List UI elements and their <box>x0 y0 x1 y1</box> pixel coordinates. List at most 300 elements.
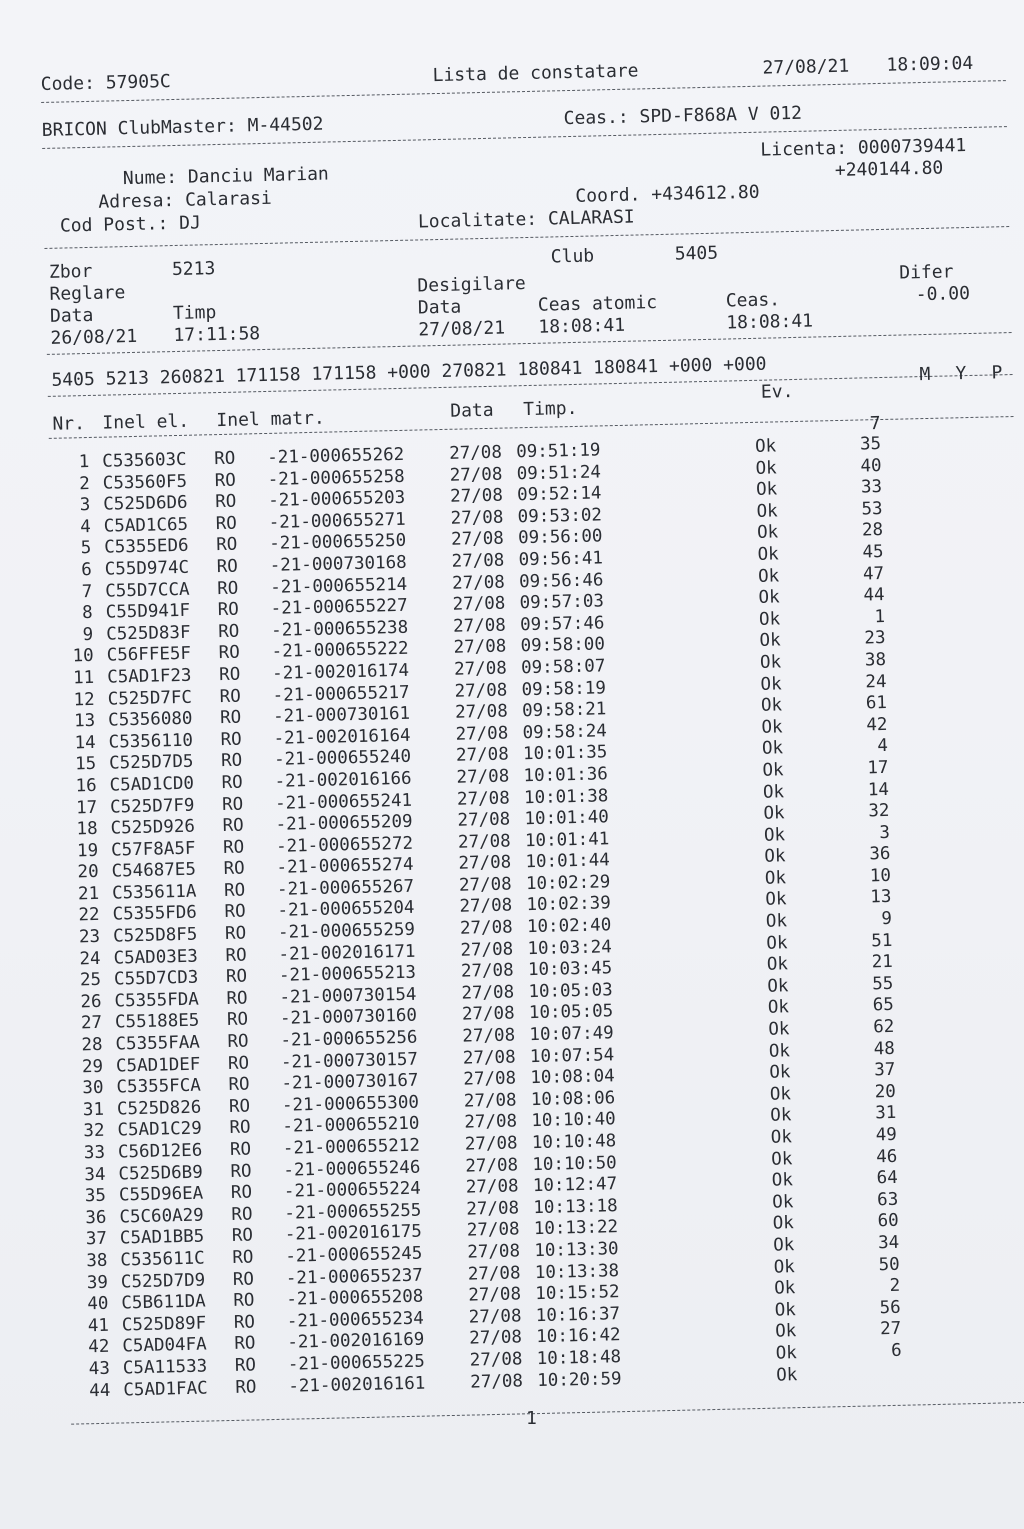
arrival-date: 27/08 <box>448 442 503 464</box>
club-value: 5405 <box>674 242 719 265</box>
arrival-date: 27/08 <box>469 1349 523 1371</box>
position-m: 63 <box>876 1189 899 1211</box>
row-number: 10 <box>72 646 94 667</box>
row-number: 7 <box>81 581 93 602</box>
arrival-date: 27/08 <box>455 723 509 745</box>
position-m: 51 <box>871 930 893 952</box>
country-code: RO <box>232 1269 255 1290</box>
event-status: Ok <box>771 1148 793 1170</box>
position-m: 13 <box>870 887 892 908</box>
electronic-ring: C5B611DA <box>121 1291 206 1314</box>
row-number: 24 <box>79 948 101 969</box>
position-m: 36 <box>869 844 891 865</box>
matriculation-ring: -21-000730154 <box>279 984 417 1008</box>
row-number: 38 <box>86 1250 108 1272</box>
arrival-time: 09:58:00 <box>520 634 606 657</box>
row-number: 32 <box>83 1121 105 1142</box>
page-number: 1 <box>526 1408 537 1429</box>
electronic-ring: C525D89F <box>121 1313 207 1336</box>
country-code: RO <box>217 599 240 621</box>
position-m: 3 <box>879 822 891 843</box>
country-code: RO <box>216 578 239 599</box>
country-code: RO <box>232 1247 254 1268</box>
position-m: 34 <box>877 1232 900 1254</box>
club-label: Club <box>550 245 595 268</box>
position-m: 1 <box>874 606 886 627</box>
country-code: RO <box>218 664 241 686</box>
electronic-ring: C55D974C <box>104 557 190 580</box>
matriculation-ring: -21-002016161 <box>288 1373 426 1397</box>
position-m: 37 <box>874 1060 896 1081</box>
arrival-date: 27/08 <box>451 572 506 594</box>
arrival-time: 09:58:07 <box>520 656 606 679</box>
arrival-time: 09:53:02 <box>517 505 603 528</box>
position-m: 24 <box>865 671 887 692</box>
event-status: Ok <box>772 1191 794 1213</box>
event-status: Ok <box>771 1170 794 1191</box>
arrival-time: 10:13:30 <box>534 1239 619 1262</box>
country-code: RO <box>224 923 247 945</box>
electronic-ring: C55D7CCA <box>105 579 190 602</box>
electronic-ring: C55D941F <box>105 600 191 623</box>
arrival-time: 10:01:40 <box>524 807 610 830</box>
position-m: 32 <box>868 801 890 822</box>
position-m: 40 <box>860 455 882 477</box>
electronic-ring: C5355ED6 <box>104 536 189 559</box>
arrival-time: 09:57:46 <box>519 613 605 636</box>
arrival-time: 09:58:21 <box>521 699 607 722</box>
arrival-time: 10:02:39 <box>526 893 611 916</box>
country-code: RO <box>220 729 242 750</box>
electronic-ring: C5AD1F23 <box>106 665 192 688</box>
matriculation-ring: -21-000655255 <box>284 1200 422 1224</box>
event-status: Ok <box>765 889 787 911</box>
arrival-time: 09:57:03 <box>519 591 605 614</box>
position-m: 4 <box>877 736 889 757</box>
electronic-ring: C5C60A29 <box>119 1205 204 1228</box>
arrival-time: 10:01:38 <box>523 785 609 808</box>
matriculation-ring: -21-000730157 <box>280 1049 419 1073</box>
electronic-ring: C525D6D6 <box>103 492 188 515</box>
arrival-time: 09:58:24 <box>522 721 608 743</box>
row-number: 15 <box>74 754 97 775</box>
position-m: 50 <box>878 1254 900 1275</box>
arrival-date: 27/08 <box>468 1306 522 1328</box>
position-m: 28 <box>861 520 884 541</box>
row-number: 19 <box>76 840 99 862</box>
reglare-date: 26/08/21 <box>50 325 138 349</box>
electronic-ring: C5AD1FAC <box>123 1378 208 1400</box>
event-status: Ok <box>775 1343 798 1364</box>
matriculation-ring: -21-000655217 <box>272 682 410 706</box>
matriculation-ring: -21-000655259 <box>277 919 416 943</box>
event-status: Ok <box>761 738 784 760</box>
row-number: 27 <box>80 1013 103 1034</box>
position-m: 33 <box>860 477 883 498</box>
row-number: 34 <box>84 1164 106 1185</box>
electronic-ring: C5355FDA <box>114 989 200 1012</box>
arrival-date: 27/08 <box>456 788 510 810</box>
row-number: 12 <box>73 689 95 710</box>
country-code: RO <box>219 707 242 729</box>
col-y: Y <box>955 363 967 385</box>
position-m: 21 <box>871 952 894 973</box>
arrival-time: 10:10:48 <box>531 1131 617 1154</box>
arrival-time: 09:58:19 <box>521 677 607 700</box>
event-status: Ok <box>758 609 781 630</box>
country-code: RO <box>230 1161 252 1182</box>
row-number: 42 <box>88 1337 110 1358</box>
licence-label: Licenta: 0000739441 <box>760 135 967 161</box>
country-code: RO <box>215 491 237 513</box>
country-code: RO <box>214 470 237 491</box>
country-code: RO <box>219 686 241 707</box>
matriculation-ring: -21-000655224 <box>283 1178 422 1202</box>
matriculation-ring: -21-000655256 <box>280 1027 418 1051</box>
difer-value: -0.00 <box>915 282 971 306</box>
country-code: RO <box>214 448 236 470</box>
event-status: Ok <box>754 436 777 457</box>
event-status: Ok <box>770 1127 793 1148</box>
event-status: Ok <box>756 501 778 522</box>
ceas-label: Ceas. <box>725 289 781 312</box>
arrival-date: 27/08 <box>461 982 515 1004</box>
country-code: RO <box>231 1225 254 1247</box>
arrival-date: 27/08 <box>453 636 507 659</box>
event-status: Ok <box>760 695 783 716</box>
arrival-date: 27/08 <box>468 1284 522 1306</box>
event-status: Ok <box>763 803 785 824</box>
clock-label: Ceas.: SPD-F868A V 012 <box>563 102 803 130</box>
electronic-ring: C535603C <box>102 449 187 472</box>
matriculation-ring: -21-000655272 <box>275 833 414 857</box>
arrival-date: 27/08 <box>461 1003 515 1026</box>
country-code: RO <box>225 945 247 966</box>
position-m: 35 <box>859 434 882 455</box>
arrival-time: 10:01:44 <box>525 850 611 873</box>
owner-address: Adresa: Calarasi <box>98 187 273 213</box>
position-m: 62 <box>873 1016 895 1038</box>
country-code: RO <box>227 1053 250 1074</box>
position-m: 53 <box>861 498 883 520</box>
matriculation-ring: -21-000655234 <box>286 1308 425 1332</box>
arrival-date: 27/08 <box>462 1025 516 1047</box>
position-m: 9 <box>881 908 893 930</box>
arrival-time: 10:13:18 <box>533 1195 618 1218</box>
event-status: Ok <box>768 1040 791 1062</box>
arrival-time: 10:13:38 <box>534 1260 620 1283</box>
report-time: 18:09:04 <box>886 52 974 76</box>
position-m: 44 <box>863 585 885 606</box>
event-status: Ok <box>767 976 789 997</box>
country-code: RO <box>225 966 248 988</box>
arrival-time: 09:51:24 <box>516 461 602 484</box>
arrival-time: 10:10:50 <box>532 1152 617 1175</box>
matriculation-ring: -21-002016171 <box>278 941 416 965</box>
event-status: Ok <box>763 824 786 846</box>
event-status: Ok <box>774 1299 797 1321</box>
country-code: RO <box>233 1290 255 1312</box>
arrival-date: 27/08 <box>460 939 514 961</box>
desigilare-date: 27/08/21 <box>418 317 506 341</box>
event-status: Ok <box>767 997 790 1019</box>
position-m: 56 <box>879 1297 901 1319</box>
row-number: 26 <box>80 991 102 1013</box>
position-m: 55 <box>872 973 894 995</box>
report-body <box>40 30 1010 1401</box>
row-number: 37 <box>85 1229 108 1250</box>
matriculation-ring: -21-000655214 <box>269 574 408 598</box>
event-status: Ok <box>775 1321 797 1342</box>
matriculation-ring: -21-000655271 <box>268 509 406 533</box>
country-code: RO <box>218 642 240 664</box>
row-number: 25 <box>79 970 102 991</box>
arrival-time: 10:01:41 <box>524 828 610 851</box>
country-code: RO <box>226 988 248 1009</box>
ceas-atomic-label: Ceas atomic <box>537 292 658 316</box>
event-status: Ok <box>775 1364 798 1386</box>
event-status: Ok <box>770 1105 792 1127</box>
matriculation-ring: -21-000655246 <box>283 1157 421 1181</box>
event-status: Ok <box>760 673 782 695</box>
position-m: 31 <box>874 1103 897 1124</box>
first-m-value: 7 <box>869 413 881 435</box>
arrival-date: 27/08 <box>470 1370 524 1393</box>
electronic-ring: C525D7D5 <box>108 752 194 774</box>
event-status: Ok <box>768 1019 790 1040</box>
reglare-timp-label: Timp <box>172 302 217 325</box>
row-number: 1 <box>78 451 90 473</box>
row-number: 9 <box>82 624 94 645</box>
matriculation-ring: -21-000655208 <box>286 1286 424 1310</box>
row-number: 11 <box>72 667 95 689</box>
country-code: RO <box>231 1204 253 1225</box>
matriculation-ring: -21-000655262 <box>267 444 405 468</box>
divider <box>71 1402 1024 1425</box>
reglare-label: Reglare <box>49 282 126 305</box>
arrival-time: 10:07:54 <box>529 1044 615 1067</box>
position-m: 45 <box>862 541 884 563</box>
owner-name: Nume: Danciu Marian <box>122 163 329 190</box>
arrival-date: 27/08 <box>466 1198 520 1220</box>
row-number: 33 <box>83 1142 106 1164</box>
arrival-time: 10:13:22 <box>533 1217 619 1240</box>
event-status: Ok <box>759 652 782 673</box>
position-m: 20 <box>874 1081 897 1103</box>
row-number: 22 <box>78 905 100 926</box>
event-status: Ok <box>773 1256 796 1278</box>
arrival-time: 10:03:24 <box>527 936 612 959</box>
arrival-date: 27/08 <box>458 852 512 874</box>
arrival-time: 10:16:42 <box>536 1325 621 1348</box>
electronic-ring: C525D6B9 <box>118 1162 203 1185</box>
row-number: 36 <box>85 1207 107 1229</box>
arrival-date: 27/08 <box>451 550 505 572</box>
row-number: 23 <box>78 926 101 948</box>
country-code: RO <box>228 1096 251 1117</box>
electronic-ring: C535611A <box>111 881 197 904</box>
country-code: RO <box>233 1312 256 1333</box>
zbor-value: 5213 <box>171 258 216 281</box>
country-code: RO <box>224 902 246 923</box>
electronic-ring: C56FFE5F <box>106 644 192 666</box>
desigilare-data-label: Data <box>417 296 462 319</box>
country-code: RO <box>216 535 238 556</box>
matriculation-ring: -21-000655213 <box>278 962 417 987</box>
col-p: P <box>991 362 1003 384</box>
arrival-date: 27/08 <box>450 507 504 529</box>
matriculation-ring: -21-000730167 <box>281 1070 419 1095</box>
arrival-date: 27/08 <box>463 1090 517 1112</box>
zbor-label: Zbor <box>48 260 93 283</box>
row-number: 21 <box>77 883 100 905</box>
event-status: Ok <box>758 587 780 608</box>
arrival-date: 27/08 <box>466 1219 520 1241</box>
event-status: Ok <box>766 932 788 954</box>
electronic-ring: C55188E5 <box>114 1011 200 1033</box>
matriculation-ring: -21-000655237 <box>285 1265 424 1289</box>
row-number: 3 <box>79 495 91 516</box>
position-m: 23 <box>864 628 886 649</box>
electronic-ring: C525D7F9 <box>109 795 195 818</box>
position-m: 49 <box>875 1124 898 1146</box>
arrival-time: 10:07:49 <box>529 1023 614 1046</box>
event-status: Ok <box>764 846 786 868</box>
electronic-ring: C525D7FC <box>107 687 193 710</box>
arrival-date: 27/08 <box>463 1068 517 1090</box>
electronic-ring: C5AD03E3 <box>113 946 199 969</box>
country-code: RO <box>215 513 238 534</box>
matriculation-ring: -21-002016169 <box>287 1329 425 1354</box>
col-nr: Nr. <box>52 413 86 435</box>
row-number: 18 <box>76 818 98 840</box>
country-code: RO <box>234 1333 256 1355</box>
electronic-ring: C5355FD6 <box>112 903 198 926</box>
arrival-date: 27/08 <box>460 960 514 982</box>
code-line: 5405 5213 260821 171158 171158 +000 270821 180841 180841 +000 +000 <box>51 353 767 391</box>
arrival-time: 10:08:04 <box>530 1066 615 1089</box>
electronic-ring: C525D826 <box>116 1097 202 1120</box>
row-number: 14 <box>74 732 96 754</box>
arrival-date: 27/08 <box>452 593 506 615</box>
event-status: Ok <box>757 544 779 565</box>
arrival-date: 27/08 <box>454 680 508 702</box>
club-master-label: BRICON ClubMaster: M-44502 <box>41 113 324 141</box>
position-m: 42 <box>866 714 888 736</box>
matriculation-ring: -21-000655204 <box>277 898 415 922</box>
postal-code: Cod Post.: DJ <box>59 212 202 237</box>
arrival-time: 10:08:06 <box>530 1088 616 1110</box>
electronic-ring: C5355FAA <box>115 1032 201 1055</box>
arrival-date: 27/08 <box>449 485 504 507</box>
matriculation-ring: -21-000730160 <box>279 1006 418 1030</box>
arrival-date: 27/08 <box>453 658 508 680</box>
ceas-value: 18:08:41 <box>726 310 814 334</box>
row-number: 28 <box>81 1034 103 1056</box>
arrival-date: 27/08 <box>462 1047 516 1069</box>
position-m: 27 <box>879 1319 902 1340</box>
electronic-ring: C5AD1C29 <box>117 1119 202 1141</box>
arrival-date: 27/08 <box>452 615 507 637</box>
matriculation-ring: -21-002016164 <box>273 725 411 749</box>
country-code: RO <box>226 1009 249 1031</box>
arrival-time: 10:01:36 <box>523 764 609 787</box>
matriculation-ring: -21-000655212 <box>282 1135 421 1159</box>
results-table <box>49 430 1024 1402</box>
arrival-time: 10:02:40 <box>526 915 612 938</box>
arrival-date: 27/08 <box>467 1241 521 1263</box>
event-status: Ok <box>773 1235 795 1256</box>
arrival-date: 27/08 <box>459 917 513 939</box>
arrival-time: 10:01:35 <box>522 742 608 765</box>
electronic-ring: C54687E5 <box>111 859 197 882</box>
arrival-time: 09:56:46 <box>518 569 604 592</box>
matriculation-ring: -21-000655267 <box>276 876 415 900</box>
position-m: 65 <box>872 995 895 1016</box>
event-status: Ok <box>762 781 785 803</box>
country-code: RO <box>221 794 244 815</box>
matriculation-ring: -21-002016174 <box>271 660 410 684</box>
matriculation-ring: -21-002016175 <box>284 1222 423 1246</box>
arrival-date: 27/08 <box>464 1133 518 1155</box>
event-status: Ok <box>762 760 784 781</box>
arrival-date: 27/08 <box>457 809 511 831</box>
country-code: RO <box>216 556 239 578</box>
event-status: Ok <box>757 565 780 587</box>
position-m: 60 <box>877 1211 899 1232</box>
row-number: 5 <box>80 538 92 559</box>
row-number: 30 <box>82 1078 104 1099</box>
electronic-ring: C5356080 <box>107 708 193 731</box>
matriculation-ring: -21-000655222 <box>271 639 409 663</box>
arrival-date: 27/08 <box>449 464 503 486</box>
desigilare-label: Desigilare <box>417 273 526 297</box>
event-status: Ok <box>755 457 777 479</box>
electronic-ring: C53560F5 <box>102 471 188 494</box>
row-number: 44 <box>89 1380 111 1401</box>
report-title: Lista de constatare <box>432 60 639 87</box>
event-status: Ok <box>774 1278 796 1299</box>
arrival-time: 09:56:41 <box>518 548 604 571</box>
matriculation-ring: -21-000655210 <box>282 1114 420 1138</box>
col-timp: Timp. <box>522 397 578 421</box>
arrival-time: 10:02:29 <box>525 872 611 895</box>
electronic-ring: C55D96EA <box>118 1183 204 1206</box>
position-m: 2 <box>889 1275 901 1297</box>
position-m: 46 <box>875 1146 898 1167</box>
row-number: 43 <box>88 1358 111 1380</box>
matriculation-ring: -21-000655209 <box>275 811 413 835</box>
position-m: 38 <box>864 649 887 671</box>
country-code: RO <box>222 837 245 858</box>
difer-label: Difer <box>898 261 954 284</box>
row-number: 17 <box>75 797 98 818</box>
row-number: 8 <box>81 603 93 624</box>
arrival-date: 27/08 <box>455 744 509 767</box>
row-number: 41 <box>87 1315 110 1336</box>
country-code: RO <box>223 858 245 880</box>
ceas-atomic-value: 18:08:41 <box>538 314 626 338</box>
electronic-ring: C5AD04FA <box>122 1334 207 1357</box>
electronic-ring: C5A11533 <box>122 1356 208 1379</box>
country-code: RO <box>230 1182 253 1204</box>
position-m: 48 <box>873 1038 896 1059</box>
event-status: Ok <box>765 911 788 932</box>
event-status: Ok <box>759 630 781 652</box>
event-status: Ok <box>769 1084 792 1105</box>
matriculation-ring: -21-000655241 <box>274 790 413 814</box>
electronic-ring: C57F8A5F <box>110 838 196 861</box>
